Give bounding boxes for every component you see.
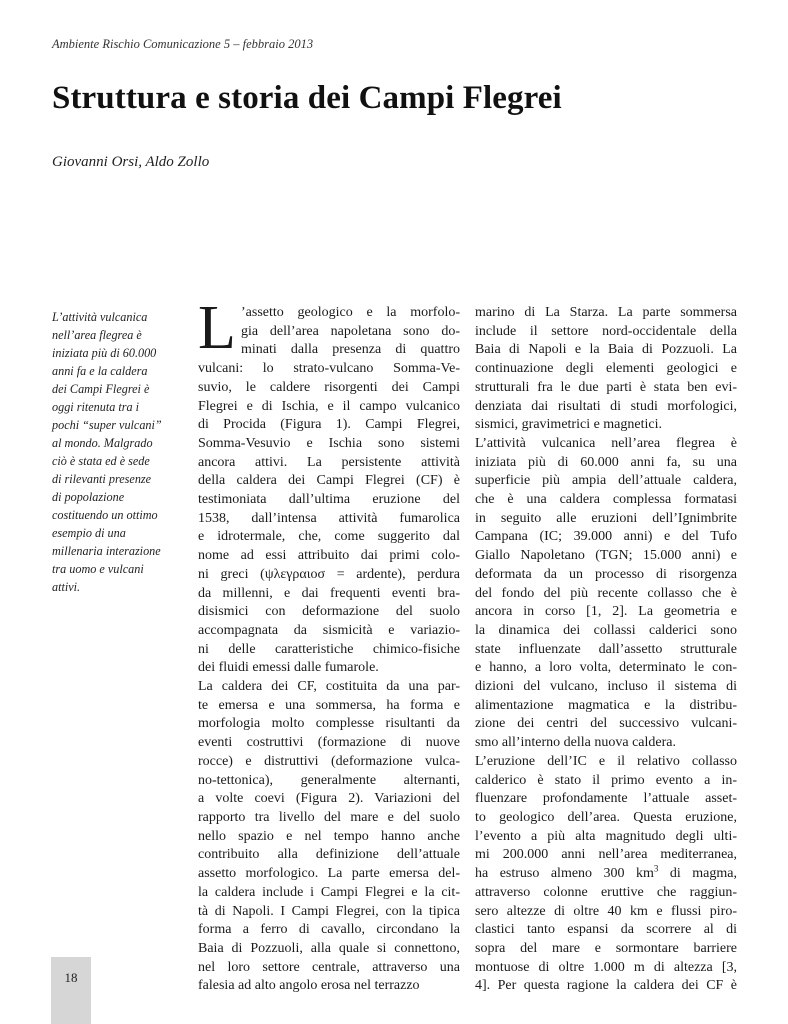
body-text-line: forma a ferro di cavallo, circondano la — [198, 922, 460, 938]
body-text-line: Baia di Napoli e la Baia di Pozzuoli. La — [475, 342, 737, 358]
body-text-line: Baia di Pozzuoli, alla quale si connettono, — [198, 940, 460, 956]
article-title: Struttura e storia dei Campi Flegrei — [52, 80, 562, 116]
body-text-line: disismici con deformazione del suolo — [198, 604, 460, 620]
body-text-line: strutturali fra le due parti è stata ben evi- — [475, 379, 737, 395]
body-text-line: 4]. Per questa ragione la caldera dei CF è — [475, 978, 737, 994]
body-text-line: marino di La Starza. La parte sommersa — [475, 305, 737, 320]
superscript: 3 — [653, 863, 659, 874]
body-text-line: del fondo del più recente collasso che è — [475, 585, 737, 601]
body-text-line: smo all’interno della nuova caldera. — [475, 735, 676, 751]
body-text-line: mi 200.000 anni nell’area mediterranea, — [475, 847, 737, 863]
sidebar-line: pochi “super vulcani” — [52, 418, 162, 432]
body-text-line: ancora in corso [1, 2]. La geometria e — [475, 604, 737, 620]
body-text-line: L’attività vulcanica nell’area flegrea è — [475, 435, 737, 451]
body-text-line: sismici, gravimetrici e magnetici. — [475, 417, 662, 433]
body-text-line: ha estruso almeno 300 $km^3$ di magma, — [475, 863, 737, 882]
body-text-line: e hanno, a loro volta, determinato le con- — [475, 660, 737, 676]
body-text-line: calderico è stato il primo evento a in- — [475, 772, 737, 788]
body-text-line: to geologico dell’area. Questa eruzione, — [475, 809, 737, 825]
body-text-line: alimentazione magmatica e la distribu- — [475, 697, 737, 713]
body-text-line: Somma-Vesuvio e Ischia sono sistemi — [198, 435, 460, 451]
body-text-line: e idrotermale, che, come suggerito dal — [198, 529, 460, 545]
body-text-line: morfologia molto complesse risultanti da — [198, 716, 460, 732]
body-text-line: include il settore nord-occidentale della — [475, 323, 737, 339]
drop-cap: L — [198, 294, 236, 362]
body-text-line: 1538, dall’intensa attività fumarolica — [198, 510, 460, 526]
body-text-line: minati dalla presenza di quattro — [241, 342, 460, 358]
body-text-line: dei fluidi emessi dalle fumarole. — [198, 660, 379, 676]
body-text-line: nel loro settore centrale, attraverso una — [198, 959, 460, 975]
sidebar-line: anni fa e la caldera — [52, 364, 148, 378]
body-text-line: ancora attivi. La persistente attività — [198, 454, 460, 470]
body-text-line: rocce) e distruttivi (deformazione vulca- — [198, 753, 460, 769]
sidebar-line: di rilevanti presenze — [52, 472, 152, 486]
body-text-line: che è una caldera complessa formatasi — [475, 492, 737, 508]
body-text-line: l’evento a più alta magnitudo degli ulti- — [475, 828, 737, 844]
body-text-line: falesia ad alto angolo erosa nel terrazzo — [198, 978, 420, 994]
body-text-line: la dinamica dei collassi calderici sono — [475, 622, 737, 638]
sidebar-line: al mondo. Malgrado — [52, 436, 153, 450]
body-text-line: iniziata più di 60.000 anni fa, su una — [475, 454, 737, 470]
body-text-line: state influenzate dall’assetto strutturale — [475, 641, 737, 657]
body-text-line: no-tettonica), generalmente alternanti, — [198, 772, 460, 788]
body-text-line: in seguito alle eruzioni dell’Ignimbrite — [475, 510, 737, 526]
body-text-line: ’assetto geologico e la morfolo- — [241, 305, 460, 320]
body-text-line: assetto morfologico. La parte emersa del- — [198, 866, 460, 882]
body-text-line: contribuito alla definizione dell’attuale — [198, 847, 460, 863]
body-text-line: L’eruzione dell’IC e il relativo collasso — [475, 753, 737, 769]
sidebar-line: millenaria interazione — [52, 544, 161, 558]
body-text-line: Giallo Napoletano (TGN; 15.000 anni) e — [475, 548, 737, 564]
body-text-line: a volte coevi (Figura 2). Variazioni del — [198, 791, 460, 807]
body-text-line: ni greci (ψλεγραιοσ = ardente), perdura — [198, 566, 460, 582]
body-text-line: da millenni, e dai frequenti eventi bra- — [198, 585, 460, 601]
sidebar-line: oggi ritenuta tra i — [52, 400, 140, 414]
body-text-line: dizioni del vulcano, incluso il sistema di — [475, 679, 737, 695]
body-text-line: te emersa e una sommersa, ha forma e — [198, 697, 460, 713]
sidebar-line: tra uomo e vulcani — [52, 562, 144, 576]
sidebar-line: ciò è stata ed è sede — [52, 454, 150, 468]
sidebar-line: di popolazione — [52, 490, 125, 504]
body-text-line: clastici tanto espansi da scorrere al di — [475, 922, 737, 938]
body-text-line: di Procida (Figura 1). Campi Flegrei, — [198, 417, 460, 433]
body-text-line: rapporto tra livello del mare e del suolo — [198, 809, 460, 825]
body-text-line: della caldera dei Campi Flegrei (CF) è — [198, 473, 460, 489]
body-text-line: denziata dai risultati di studi morfologici, — [475, 398, 737, 414]
body-text-line: attraverso colonne eruttive che raggiun- — [475, 884, 737, 900]
body-text-line: deformata da un processo di risorgenza — [475, 566, 737, 582]
sidebar-line: iniziata più di 60.000 — [52, 346, 157, 360]
body-text-line: vulcani: lo strato-vulcano Somma-Ve- — [198, 361, 460, 377]
body-text-line: accompagnata da sismicità e variazio- — [198, 622, 460, 638]
sidebar-pull-quote — [52, 308, 180, 596]
body-text-line: tà di Napoli. I Campi Flegrei, con la tipica — [198, 903, 460, 919]
body-text-line: Campana (IC; 39.000 anni) e del Tufo — [475, 529, 737, 545]
running-head: Ambiente Rischio Comunicazione 5 – febbraio 2013 — [52, 37, 314, 51]
body-text-line: superficie più ampia dell’attuale caldera, — [475, 473, 737, 489]
body-text-line: La caldera dei CF, costituita da una par- — [198, 679, 460, 695]
body-text-line: fluenzare profondamente l’attuale asset- — [475, 791, 737, 807]
body-text-line: montuose di oltre 1.000 m di altezza [3, — [475, 959, 737, 975]
body-column-left — [198, 304, 460, 996]
article-authors: Giovanni Orsi, Aldo Zollo — [52, 154, 210, 170]
sidebar-line: L’attività vulcanica — [52, 310, 148, 324]
sidebar-line: nell’area flegrea è — [52, 328, 142, 342]
body-text-line: gia dell’area napoletana sono do- — [241, 323, 460, 339]
page-number: 18 — [64, 970, 78, 985]
body-column-right — [475, 304, 737, 996]
sidebar-line: dei Campi Flegrei è — [52, 382, 150, 396]
body-text-line: suvio, le caldere risorgenti dei Campi — [198, 379, 460, 395]
body-text-line: sopra del mare e sormontare barriere — [475, 940, 737, 956]
body-text-line: zione dei centri del successivo vulcani- — [475, 716, 737, 732]
body-text-line: la caldera include i Campi Flegrei e la cit- — [198, 884, 460, 900]
sidebar-line: costituendo un ottimo — [52, 508, 158, 522]
body-text-line: ni delle caratteristiche chimico-fisiche — [198, 641, 460, 657]
body-text-line: sero altezze di oltre 40 km e flussi piro- — [475, 903, 737, 919]
body-text-line: continuazione degli elementi geologici e — [475, 361, 737, 377]
sidebar-line: attivi. — [52, 580, 81, 594]
body-text-line: nello spazio e nel tempo hanno anche — [198, 828, 460, 844]
body-text-line: Flegrei e di Ischia, e il campo vulcanico — [198, 398, 460, 414]
body-text-line: nome ad essi attribuito dai primi colo- — [198, 548, 460, 564]
body-text-line: eventi costruttivi (formazione di nuove — [198, 735, 460, 751]
body-text-line: testimoniata dall’ultima eruzione del — [198, 492, 460, 508]
page-number-tab — [51, 957, 91, 1024]
sidebar-line: esempio di una — [52, 526, 126, 540]
